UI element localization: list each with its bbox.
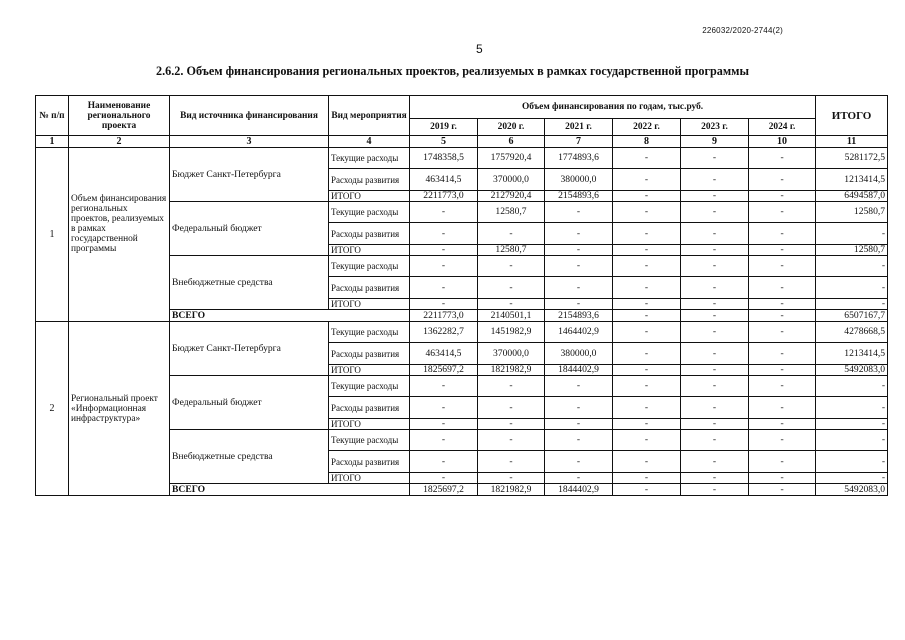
header-source: Вид источника финансирования [170, 96, 329, 136]
year-value: - [681, 451, 749, 473]
row-total: - [816, 277, 888, 299]
year-value: - [545, 277, 613, 299]
row-total: - [816, 419, 888, 430]
col-number: 11 [816, 136, 888, 148]
project-number: 2 [36, 322, 69, 496]
year-value: - [613, 322, 681, 343]
grand-year-value: 2140501,1 [478, 310, 545, 322]
event-type: Расходы развития [329, 223, 410, 245]
project-number: 1 [36, 148, 69, 322]
header-year: 2024 г. [749, 119, 816, 136]
year-value: 2127920,4 [478, 191, 545, 202]
event-type: Расходы развития [329, 169, 410, 191]
row-total: 6494587,0 [816, 191, 888, 202]
year-value: - [681, 299, 749, 310]
year-value: - [681, 169, 749, 191]
row-total: - [816, 430, 888, 451]
project-name: Региональный проект «Информационная инфраструктура» [69, 322, 170, 496]
event-type: ИТОГО [329, 299, 410, 310]
year-value: - [545, 223, 613, 245]
year-value: 1464402,9 [545, 322, 613, 343]
year-value: 370000,0 [478, 343, 545, 365]
year-value: - [545, 376, 613, 397]
year-value: - [410, 256, 478, 277]
year-value: - [545, 397, 613, 419]
year-value: - [613, 223, 681, 245]
year-value: - [613, 202, 681, 223]
year-value: - [749, 473, 816, 484]
year-value: - [478, 419, 545, 430]
year-value: - [410, 419, 478, 430]
year-value: 2211773,0 [410, 191, 478, 202]
header-event: Вид мероприятия [329, 96, 410, 136]
year-value: - [681, 245, 749, 256]
year-value: - [613, 169, 681, 191]
header-year: 2019 г. [410, 119, 478, 136]
row-total: 1213414,5 [816, 343, 888, 365]
col-number: 10 [749, 136, 816, 148]
year-value: - [681, 376, 749, 397]
funding-source: Федеральный бюджет [170, 202, 329, 256]
funding-source: Бюджет Санкт-Петербурга [170, 148, 329, 202]
year-value: - [613, 148, 681, 169]
year-value: - [749, 343, 816, 365]
grand-year-value: 2211773,0 [410, 310, 478, 322]
row-total: 12580,7 [816, 202, 888, 223]
header-volume: Объем финансирования по годам, тыс.руб. [410, 96, 816, 119]
year-value: - [749, 202, 816, 223]
year-value: - [410, 376, 478, 397]
grand-year-value: 1844402,9 [545, 484, 613, 496]
header-project: Наименование регионального проекта [69, 96, 170, 136]
grand-year-value: - [613, 310, 681, 322]
grand-year-value: - [681, 310, 749, 322]
grand-total-value: 6507167,7 [816, 310, 888, 322]
year-value: - [749, 245, 816, 256]
row-total: - [816, 223, 888, 245]
project-name: Объем финансирования региональных проектов, реализуемых в рамках государственной программы [69, 148, 170, 322]
col-number: 9 [681, 136, 749, 148]
grand-year-value: 1821982,9 [478, 484, 545, 496]
year-value: - [749, 299, 816, 310]
year-value: 2154893,6 [545, 191, 613, 202]
table-row [36, 148, 888, 169]
grand-year-value: 1825697,2 [410, 484, 478, 496]
grand-year-value: 2154893,6 [545, 310, 613, 322]
page-number: 5 [476, 42, 483, 56]
event-type: Текущие расходы [329, 148, 410, 169]
year-value: - [681, 148, 749, 169]
year-value: - [545, 256, 613, 277]
row-total: 4278668,5 [816, 322, 888, 343]
grand-year-value: - [749, 484, 816, 496]
year-value: - [613, 343, 681, 365]
year-value: - [478, 299, 545, 310]
year-value: - [749, 397, 816, 419]
year-value: - [478, 430, 545, 451]
header-year: 2021 г. [545, 119, 613, 136]
event-type: Текущие расходы [329, 376, 410, 397]
year-value: - [410, 245, 478, 256]
header-total: ИТОГО [816, 96, 888, 136]
year-value: - [478, 397, 545, 419]
event-type: Текущие расходы [329, 322, 410, 343]
table-row [36, 322, 888, 343]
year-value: - [749, 451, 816, 473]
year-value: - [410, 299, 478, 310]
year-value: - [478, 256, 545, 277]
year-value: - [681, 365, 749, 376]
event-type: Расходы развития [329, 451, 410, 473]
col-number: 5 [410, 136, 478, 148]
year-value: - [749, 376, 816, 397]
year-value: - [749, 223, 816, 245]
year-value: - [613, 451, 681, 473]
row-total: 5281172,5 [816, 148, 888, 169]
row-total: 5492083,0 [816, 365, 888, 376]
event-type: ИТОГО [329, 419, 410, 430]
year-value: - [613, 397, 681, 419]
event-type: ИТОГО [329, 191, 410, 202]
year-value: - [613, 430, 681, 451]
section-title: 2.6.2. Объем финансирования региональных проектов, реализуемых в рамках государственной программы [156, 64, 749, 78]
year-value: 380000,0 [545, 343, 613, 365]
year-value: 1362282,7 [410, 322, 478, 343]
year-value: - [478, 451, 545, 473]
year-value: - [410, 451, 478, 473]
col-number: 7 [545, 136, 613, 148]
grand-year-value: - [749, 310, 816, 322]
year-value: - [410, 223, 478, 245]
year-value: - [681, 256, 749, 277]
year-value: - [478, 376, 545, 397]
event-type: ИТОГО [329, 245, 410, 256]
year-value: - [681, 322, 749, 343]
grand-total-label: ВСЕГО [170, 484, 410, 496]
year-value: - [613, 191, 681, 202]
year-value: - [545, 419, 613, 430]
col-number: 1 [36, 136, 69, 148]
row-total: 12580,7 [816, 245, 888, 256]
col-number: 6 [478, 136, 545, 148]
year-value: - [410, 277, 478, 299]
year-value: 463414,5 [410, 343, 478, 365]
year-value: 1821982,9 [478, 365, 545, 376]
row-total: - [816, 256, 888, 277]
header-no: № п/п [36, 96, 69, 136]
table-body [36, 148, 888, 496]
event-type: Расходы развития [329, 277, 410, 299]
year-value: - [749, 277, 816, 299]
year-value: - [749, 191, 816, 202]
grand-year-value: - [613, 484, 681, 496]
event-type: Расходы развития [329, 397, 410, 419]
financing-table [35, 95, 888, 496]
col-number: 8 [613, 136, 681, 148]
year-value: - [613, 473, 681, 484]
year-value: 1774893,6 [545, 148, 613, 169]
year-value: - [410, 202, 478, 223]
year-value: - [681, 473, 749, 484]
event-type: ИТОГО [329, 473, 410, 484]
year-value: - [545, 299, 613, 310]
year-value: - [681, 223, 749, 245]
col-number: 4 [329, 136, 410, 148]
year-value: 12580,7 [478, 202, 545, 223]
year-value: - [613, 365, 681, 376]
row-total: - [816, 473, 888, 484]
year-value: - [545, 451, 613, 473]
col-number: 2 [69, 136, 170, 148]
year-value: 1451982,9 [478, 322, 545, 343]
event-type: ИТОГО [329, 365, 410, 376]
row-total: - [816, 299, 888, 310]
year-value: - [681, 430, 749, 451]
row-total: - [816, 451, 888, 473]
year-value: - [681, 397, 749, 419]
year-value: 1825697,2 [410, 365, 478, 376]
year-value: 370000,0 [478, 169, 545, 191]
year-value: - [749, 419, 816, 430]
year-value: - [749, 148, 816, 169]
year-value: 12580,7 [478, 245, 545, 256]
year-value: - [410, 430, 478, 451]
header-year: 2023 г. [681, 119, 749, 136]
header-year: 2020 г. [478, 119, 545, 136]
year-value: - [681, 419, 749, 430]
funding-source: Федеральный бюджет [170, 376, 329, 430]
year-value: - [613, 299, 681, 310]
col-number: 3 [170, 136, 329, 148]
year-value: - [613, 419, 681, 430]
year-value: - [613, 376, 681, 397]
year-value: 463414,5 [410, 169, 478, 191]
year-value: - [545, 245, 613, 256]
year-value: - [681, 191, 749, 202]
year-value: - [545, 430, 613, 451]
grand-year-value: - [681, 484, 749, 496]
year-value: - [613, 245, 681, 256]
year-value: - [749, 322, 816, 343]
year-value: - [410, 473, 478, 484]
header-year: 2022 г. [613, 119, 681, 136]
year-value: 1757920,4 [478, 148, 545, 169]
event-type: Текущие расходы [329, 256, 410, 277]
year-value: - [478, 277, 545, 299]
year-value: 1748358,5 [410, 148, 478, 169]
year-value: - [681, 277, 749, 299]
year-value: 1844402,9 [545, 365, 613, 376]
funding-source: Бюджет Санкт-Петербурга [170, 322, 329, 376]
row-total: - [816, 376, 888, 397]
grand-total-value: 5492083,0 [816, 484, 888, 496]
year-value: - [478, 223, 545, 245]
year-value: - [749, 256, 816, 277]
funding-source: Внебюджетные средства [170, 256, 329, 310]
year-value: - [545, 202, 613, 223]
year-value: 380000,0 [545, 169, 613, 191]
row-total: - [816, 397, 888, 419]
event-type: Текущие расходы [329, 430, 410, 451]
funding-source: Внебюджетные средства [170, 430, 329, 484]
year-value: - [681, 343, 749, 365]
event-type: Расходы развития [329, 343, 410, 365]
grand-total-label: ВСЕГО [170, 310, 410, 322]
event-type: Текущие расходы [329, 202, 410, 223]
year-value: - [613, 277, 681, 299]
year-value: - [545, 473, 613, 484]
year-value: - [749, 169, 816, 191]
year-value: - [478, 473, 545, 484]
row-total: 1213414,5 [816, 169, 888, 191]
year-value: - [613, 256, 681, 277]
year-value: - [410, 397, 478, 419]
document-number: 226032/2020-2744(2) [702, 26, 783, 35]
year-value: - [749, 430, 816, 451]
year-value: - [749, 365, 816, 376]
year-value: - [681, 202, 749, 223]
